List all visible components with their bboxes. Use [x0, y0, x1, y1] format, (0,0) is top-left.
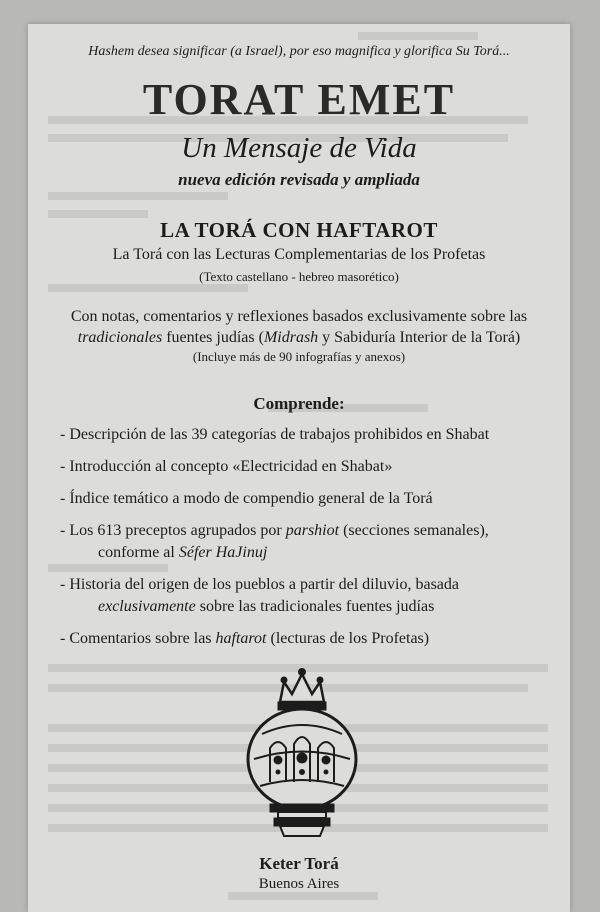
contents-list — [60, 424, 560, 660]
title-page — [28, 24, 570, 912]
torah-crown-emblem-icon — [240, 664, 364, 844]
book-subtitle: Un Mensaje de Vida — [181, 132, 417, 164]
notes-line-2: tradicionales fuentes judías (Midrash y Sabiduría Interior de la Torá) — [77, 329, 521, 346]
list-item: - Descripción de las 39 categorías de trabajos prohibidos en Shabat — [60, 426, 490, 443]
edition-note: nueva edición revisada y ampliada — [178, 170, 420, 189]
notes-paragraph — [28, 306, 570, 348]
book-title: TORAT EMET — [142, 75, 456, 124]
list-item: - Comentarios sobre las haftarot (lecturas de los Profetas) — [60, 630, 430, 647]
publisher-city: Buenos Aires — [258, 876, 340, 892]
list-item: - Los 613 preceptos agrupados por parshiot (secciones semanales), conforme al Séfer HaJinuj — [60, 522, 489, 561]
section-description: La Torá con las Lecturas Complementarias de los Profetas — [112, 246, 486, 263]
notes-line-1: Con notas, comentarios y reflexiones basados exclusivamente sobre las — [70, 308, 528, 325]
publisher-name: Keter Torá — [259, 854, 339, 873]
contents-heading: Comprende: — [253, 394, 345, 413]
list-item: - Introducción al concepto «Electricidad en Shabat» — [60, 458, 393, 475]
section-title: LA TORÁ CON HAFTAROT — [160, 218, 438, 242]
section-language: (Texto castellano - hebreo masorético) — [199, 269, 399, 284]
list-item: - Historia del origen de los pueblos a partir del diluvio, basada exclusivamente sobre las tradicionales fuentes judías — [60, 576, 460, 615]
includes-note: (Incluye más de 90 infografías y anexos) — [192, 349, 406, 364]
list-item: - Índice temático a modo de compendio general de la Torá — [60, 490, 433, 507]
epigraph: Hashem desea significar (a Israel), por eso magnifica y glorifica Su Torá... — [88, 44, 510, 59]
